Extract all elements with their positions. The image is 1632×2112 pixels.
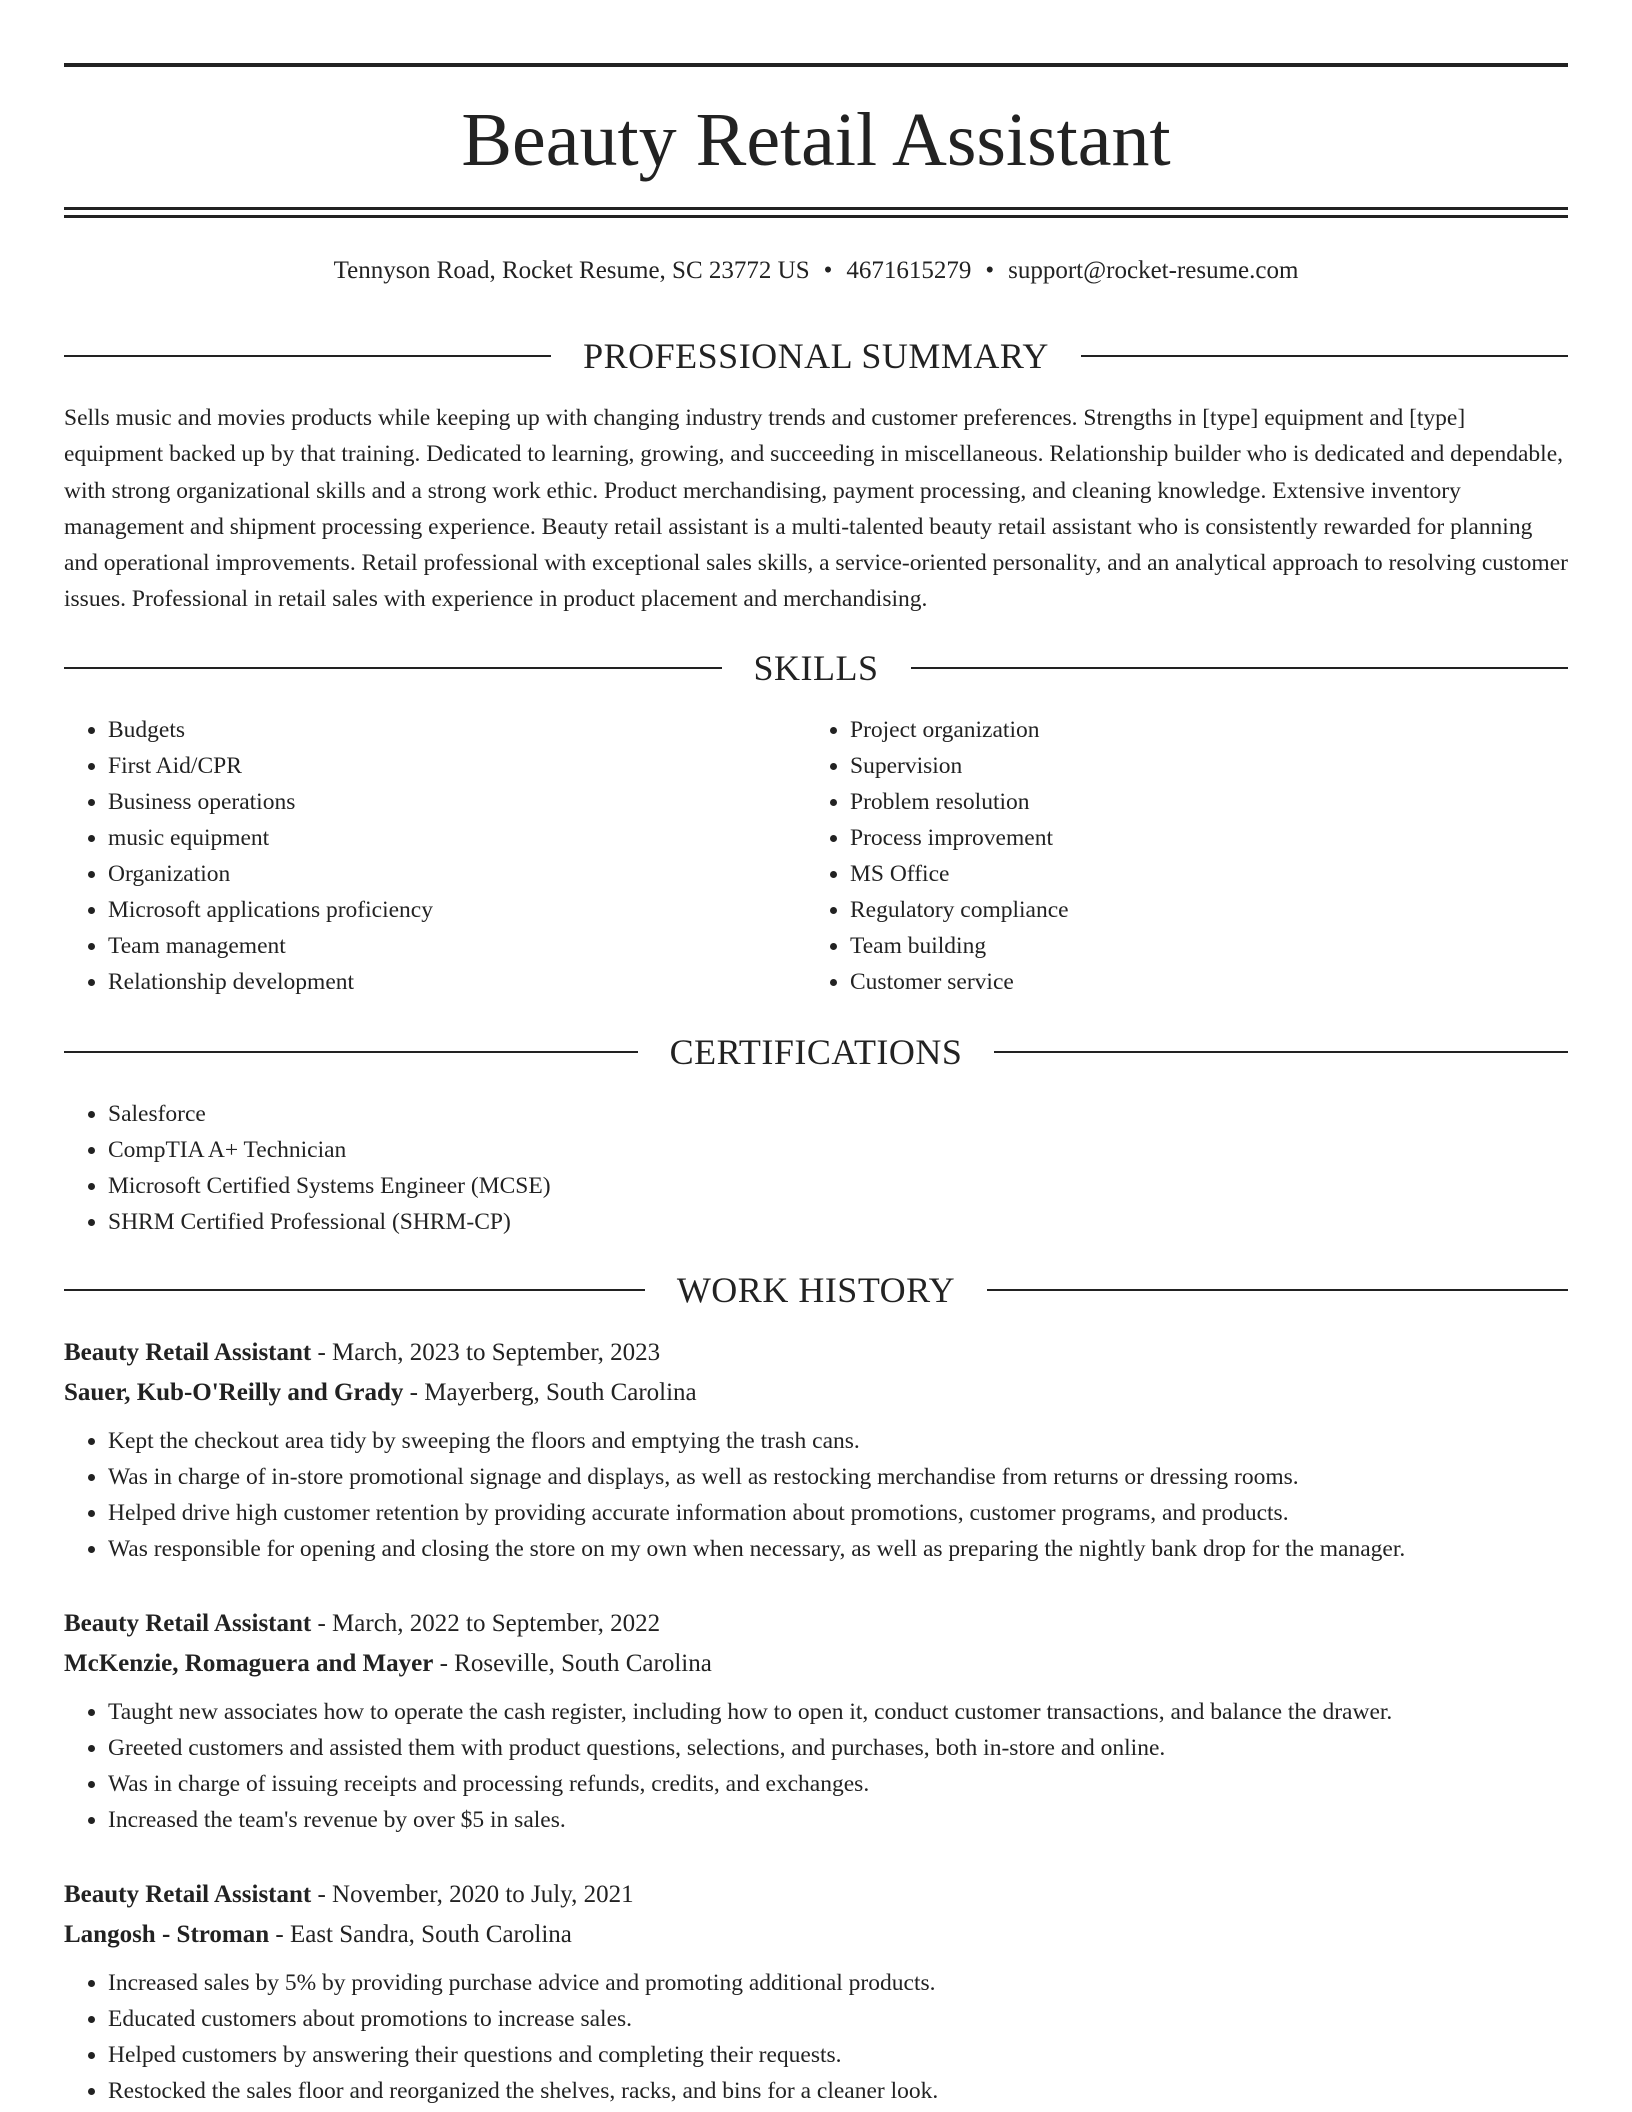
list-item: • Supervision bbox=[850, 748, 1506, 784]
list-item: • Greeted customers and assisted them with product questions, selections, and purchases, both in-store and online. bbox=[108, 1730, 1568, 1766]
list-item: • Process improvement bbox=[850, 820, 1506, 856]
job-entry bbox=[64, 1604, 1568, 1838]
list-item: • Problem resolution bbox=[850, 784, 1506, 820]
list-item: • music equipment bbox=[108, 820, 764, 856]
skills-list-right bbox=[806, 712, 1506, 1000]
list-item: • Team building bbox=[850, 928, 1506, 964]
job-title-line bbox=[64, 1333, 1568, 1373]
contact-separator: • bbox=[985, 257, 995, 284]
job-company-line bbox=[64, 1915, 1568, 1955]
list-item: • MS Office bbox=[850, 856, 1506, 892]
list-item: • Microsoft applications proficiency bbox=[108, 892, 764, 928]
list-item: • Kept the checkout area tidy by sweeping the floors and emptying the trash cans. bbox=[108, 1423, 1568, 1459]
list-item: • Was in charge of in-store promotional signage and displays, as well as restocking merchandise from returns or dressing rooms. bbox=[108, 1459, 1568, 1495]
list-item: • Team management bbox=[108, 928, 764, 964]
job-entry bbox=[64, 1333, 1568, 1567]
section-rule-left bbox=[64, 1051, 638, 1053]
job-location: - East Sandra, South Carolina bbox=[269, 1921, 572, 1948]
job-title: Beauty Retail Assistant bbox=[64, 1339, 312, 1366]
list-item: • Business operations bbox=[108, 784, 764, 820]
job-bullets bbox=[64, 1694, 1568, 1838]
resume-name: Beauty Retail Assistant bbox=[461, 98, 1171, 182]
header-double-rule-top bbox=[64, 207, 1568, 210]
contact-email: support@rocket-resume.com bbox=[1008, 257, 1299, 284]
section-title: SKILLS bbox=[753, 648, 879, 688]
section-rule-left bbox=[64, 667, 722, 669]
skills-column-left bbox=[64, 712, 764, 1000]
certifications-list bbox=[64, 1096, 1264, 1240]
contact-line bbox=[64, 254, 1568, 288]
section-rule-right bbox=[1081, 355, 1568, 357]
job-company-line bbox=[64, 1373, 1568, 1413]
list-item: • Taught new associates how to operate the cash register, including how to open it, conduct customer transactions, and balance the drawer. bbox=[108, 1694, 1568, 1730]
list-item: • Relationship development bbox=[108, 964, 764, 1000]
skills-column-right bbox=[806, 712, 1506, 1000]
section-title: CERTIFICATIONS bbox=[669, 1032, 963, 1072]
list-item: • Restocked the sales floor and reorganized the shelves, racks, and bins for a cleaner look. bbox=[108, 2073, 1568, 2109]
contact-separator: • bbox=[823, 257, 833, 284]
job-company: McKenzie, Romaguera and Mayer bbox=[64, 1650, 434, 1677]
list-item: • Was in charge of issuing receipts and processing refunds, credits, and exchanges. bbox=[108, 1766, 1568, 1802]
list-item: • Project organization bbox=[850, 712, 1506, 748]
list-item: • Increased the team's revenue by over $5 in sales. bbox=[108, 1802, 1568, 1838]
list-item: • Budgets bbox=[108, 712, 764, 748]
list-item: • First Aid/CPR bbox=[108, 748, 764, 784]
list-item: • Helped drive high customer retention by providing accurate information about promotions, customer programs, and products. bbox=[108, 1495, 1568, 1531]
job-company-line bbox=[64, 1644, 1568, 1684]
list-item: • Organization bbox=[108, 856, 764, 892]
contact-phone: 4671615279 bbox=[846, 257, 972, 284]
job-title: Beauty Retail Assistant bbox=[64, 1610, 312, 1637]
job-company: Sauer, Kub-O'Reilly and Grady bbox=[64, 1379, 404, 1406]
header-top-rule bbox=[64, 63, 1568, 67]
list-item: • Increased sales by 5% by providing purchase advice and promoting additional products. bbox=[108, 1965, 1568, 2001]
certifications-block bbox=[64, 1096, 1264, 1240]
section-heading-work-history bbox=[64, 1268, 1568, 1312]
section-rule-left bbox=[64, 1289, 645, 1291]
job-dates: - November, 2020 to July, 2021 bbox=[311, 1881, 634, 1908]
contact-address: Tennyson Road, Rocket Resume, SC 23772 US bbox=[333, 257, 810, 284]
list-item: • CompTIA A+ Technician bbox=[108, 1132, 1264, 1168]
skills-list-left bbox=[64, 712, 764, 1000]
job-bullets bbox=[64, 1423, 1568, 1567]
section-rule-right bbox=[911, 667, 1569, 669]
section-heading-skills bbox=[64, 646, 1568, 690]
section-rule-left bbox=[64, 355, 551, 357]
job-entry bbox=[64, 1875, 1568, 2109]
list-item: • Microsoft Certified Systems Engineer (MCSE) bbox=[108, 1168, 1264, 1204]
list-item: • Salesforce bbox=[108, 1096, 1264, 1132]
job-title: Beauty Retail Assistant bbox=[64, 1881, 312, 1908]
section-title: PROFESSIONAL SUMMARY bbox=[583, 336, 1049, 376]
section-heading-certifications bbox=[64, 1030, 1568, 1074]
job-bullets bbox=[64, 1965, 1568, 2109]
job-location: - Roseville, South Carolina bbox=[433, 1650, 712, 1677]
section-rule-right bbox=[987, 1289, 1568, 1291]
job-dates: - March, 2022 to September, 2022 bbox=[311, 1610, 661, 1637]
job-title-line bbox=[64, 1604, 1568, 1644]
job-company: Langosh - Stroman bbox=[64, 1921, 270, 1948]
list-item: • Helped customers by answering their questions and completing their requests. bbox=[108, 2037, 1568, 2073]
job-location: - Mayerberg, South Carolina bbox=[403, 1379, 697, 1406]
section-rule-right bbox=[994, 1051, 1568, 1053]
section-title: WORK HISTORY bbox=[676, 1270, 956, 1310]
list-item: • Customer service bbox=[850, 964, 1506, 1000]
job-dates: - March, 2023 to September, 2023 bbox=[311, 1339, 661, 1366]
list-item: • Was responsible for opening and closing the store on my own when necessary, as well as preparing the nightly bank drop for the manager. bbox=[108, 1531, 1568, 1567]
list-item: • Regulatory compliance bbox=[850, 892, 1506, 928]
section-heading-summary bbox=[64, 334, 1568, 378]
header-double-rule-bottom bbox=[64, 215, 1568, 218]
list-item: • Educated customers about promotions to increase sales. bbox=[108, 2001, 1568, 2037]
job-title-line bbox=[64, 1875, 1568, 1915]
list-item: • SHRM Certified Professional (SHRM-CP) bbox=[108, 1204, 1264, 1240]
summary-text: Sells music and movies products while keeping up with changing industry trends and customer preferences. Strengths in [type] equipment and [type] equipment backed up by that training. Dedicated to learning, growing, and succeeding in miscellaneous. Relationship builder who is dedicated and dependable, with strong organizational skills and a strong work ethic. Product merchandising, payment processing, and cleaning knowledge. Extensive inventory management and shipment processing experience. Beauty retail assistant is a multi-talented beauty retail assistant who is consistently rewarded for planning and operational improvements. Retail professional with exceptional sales skills, a service-oriented personality, and an analytical approach to resolving customer issues. Professional in retail sales with experience in product placement and merchandising. bbox=[64, 405, 1568, 613]
